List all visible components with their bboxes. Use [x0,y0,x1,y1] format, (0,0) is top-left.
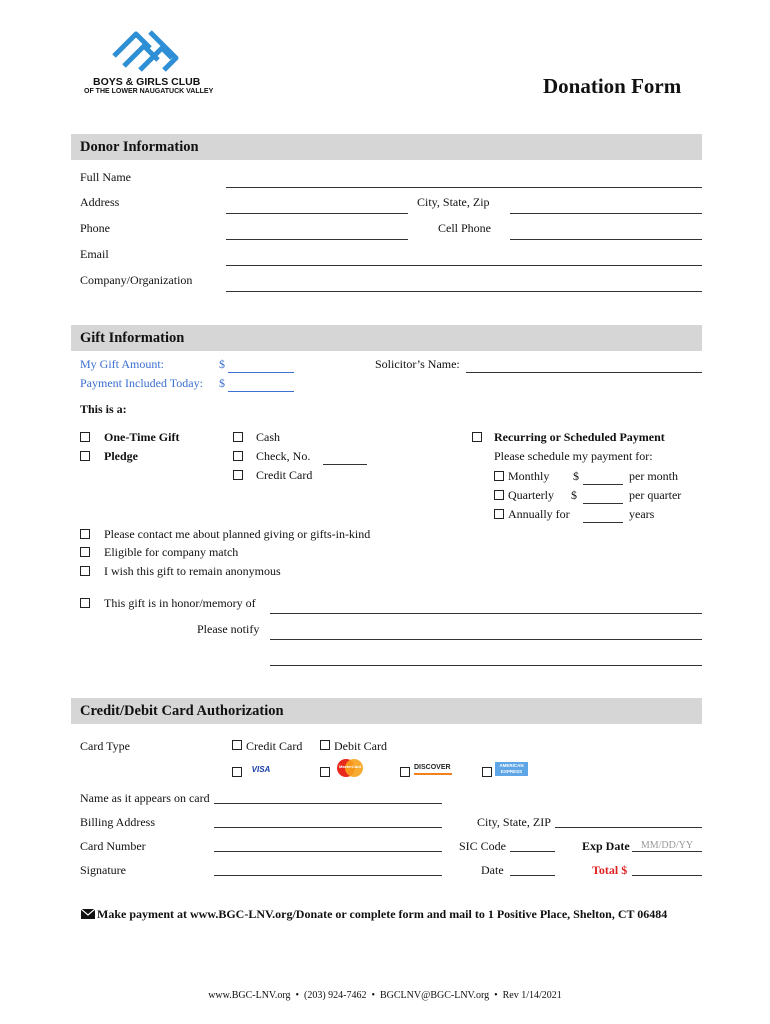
honor-checkbox[interactable] [80,598,90,608]
card-city-state-zip-field[interactable] [555,827,702,828]
cash-label: Cash [256,430,280,444]
years-label: years [629,507,655,521]
signature-label: Signature [80,863,126,877]
recurring-checkbox[interactable] [472,432,482,442]
payment-today-dollar: $ [219,376,225,390]
donor-section-header: Donor Information [71,134,702,160]
name-on-card-field[interactable] [214,803,442,804]
pledge-label: Pledge [104,449,138,463]
one-time-checkbox[interactable] [80,432,90,442]
honor-label: This gift is in honor/memory of [104,596,256,610]
gift-amount-label: My Gift Amount: [80,357,165,371]
quarterly-label: Quarterly [508,488,554,502]
city-state-zip-field[interactable] [510,213,702,214]
card-type-credit-label: Credit Card [246,739,303,753]
credit-card-checkbox[interactable] [233,470,243,480]
monthly-label: Monthly [508,469,550,483]
anonymous-label: I wish this gift to remain anonymous [104,564,281,578]
email-field[interactable] [226,265,702,266]
date-field[interactable] [510,875,555,876]
check-number-field[interactable] [323,464,367,465]
name-on-card-label: Name as it appears on card [80,791,210,805]
mail-instructions: Make payment at www.BGC-LNV.org/Donate or complete form and mail to 1 Positive Place, Shelton, CT 06484 [97,907,668,921]
address-label: Address [80,195,120,209]
solicitor-label: Solicitor’s Name: [375,357,460,371]
gift-amount-dollar: $ [219,357,225,371]
check-checkbox[interactable] [233,451,243,461]
planned-giving-label: Please contact me about planned giving or gifts-in-kind [104,527,371,541]
this-is-a-label: This is a: [80,402,127,416]
date-label: Date [481,863,504,877]
credit-card-label: Credit Card [256,468,313,482]
card-city-state-zip-label: City, State, ZIP [477,815,551,829]
full-name-field[interactable] [226,187,702,188]
card-section-header: Credit/Debit Card Authorization [71,698,702,724]
annually-label: Annually for [508,507,570,521]
discover-logo-icon: DISCOVER [414,763,452,775]
anonymous-checkbox[interactable] [80,566,90,576]
sic-code-label: SIC Code [459,839,507,853]
logo-line2: OF THE LOWER NAUGATUCK VALLEY [84,88,214,95]
city-state-zip-label: City, State, Zip [417,195,490,209]
planned-giving-checkbox[interactable] [80,529,90,539]
amex-line1: AMERICAN [499,763,524,768]
payment-today-label: Payment Included Today: [80,376,203,390]
billing-address-label: Billing Address [80,815,156,829]
discover-checkbox[interactable] [400,767,410,777]
envelope-icon [81,908,95,923]
logo-line1: BOYS & GIRLS CLUB [93,76,201,88]
signature-field[interactable] [214,875,442,876]
mastercard-logo-text: MasterCard [338,764,361,769]
pledge-checkbox[interactable] [80,451,90,461]
check-label: Check, No. [256,449,311,463]
schedule-text: Please schedule my payment for: [494,449,653,463]
page-title: Donation Form [543,74,682,98]
recurring-label: Recurring or Scheduled Payment [494,430,665,444]
logo-hands-icon [110,26,182,74]
amex-checkbox[interactable] [482,767,492,777]
monthly-dollar: $ [573,469,579,483]
per-quarter-label: per quarter [629,488,682,502]
card-type-debit-checkbox[interactable] [320,740,330,750]
company-match-checkbox[interactable] [80,547,90,557]
sic-code-field[interactable] [510,851,555,852]
cell-phone-label: Cell Phone [438,221,491,235]
full-name-label: Full Name [80,170,131,184]
exp-date-field[interactable]: MM/DD/YY [632,840,702,852]
amex-line2: EXPRESS [500,769,523,774]
visa-checkbox[interactable] [232,767,242,777]
company-label: Company/Organization [80,273,193,287]
per-month-label: per month [629,469,678,483]
solicitor-field[interactable] [466,372,702,373]
monthly-checkbox[interactable] [494,471,504,481]
annually-checkbox[interactable] [494,509,504,519]
mastercard-checkbox[interactable] [320,767,330,777]
payment-today-field[interactable] [228,391,294,392]
quarterly-amount-field[interactable] [583,503,623,504]
notify-field-1[interactable] [270,639,702,640]
please-notify-label: Please notify [197,622,260,636]
monthly-amount-field[interactable] [583,484,623,485]
gift-section-header: Gift Information [71,325,702,351]
exp-date-label: Exp Date [582,839,630,853]
phone-label: Phone [80,221,110,235]
card-type-credit-checkbox[interactable] [232,740,242,750]
phone-field[interactable] [226,239,408,240]
address-field[interactable] [226,213,408,214]
card-number-field[interactable] [214,851,442,852]
card-type-label: Card Type [80,739,130,753]
gift-amount-field[interactable] [228,372,294,373]
one-time-label: One-Time Gift [104,430,180,444]
email-label: Email [80,247,109,261]
quarterly-dollar: $ [571,488,577,502]
footer-contact: www.BGC-LNV.org • (203) 924-7462 • BGCLNV@BGC-LNV.org • Rev 1/14/2021 [208,990,562,1001]
company-match-label: Eligible for company match [104,545,239,559]
card-number-label: Card Number [80,839,146,853]
total-field[interactable] [632,875,702,876]
notify-field-2[interactable] [270,665,702,666]
visa-logo-icon: VISA [251,765,271,774]
billing-address-field[interactable] [214,827,442,828]
annually-years-field[interactable] [583,522,623,523]
mastercard-logo-icon [335,758,365,778]
quarterly-checkbox[interactable] [494,490,504,500]
honor-field[interactable] [270,613,702,614]
cell-phone-field[interactable] [510,239,702,240]
logo [82,26,222,98]
total-label: Total $ [592,863,628,877]
card-type-debit-label: Debit Card [334,739,387,753]
cash-checkbox[interactable] [233,432,243,442]
company-field[interactable] [226,291,702,292]
amex-logo-icon [495,762,528,776]
